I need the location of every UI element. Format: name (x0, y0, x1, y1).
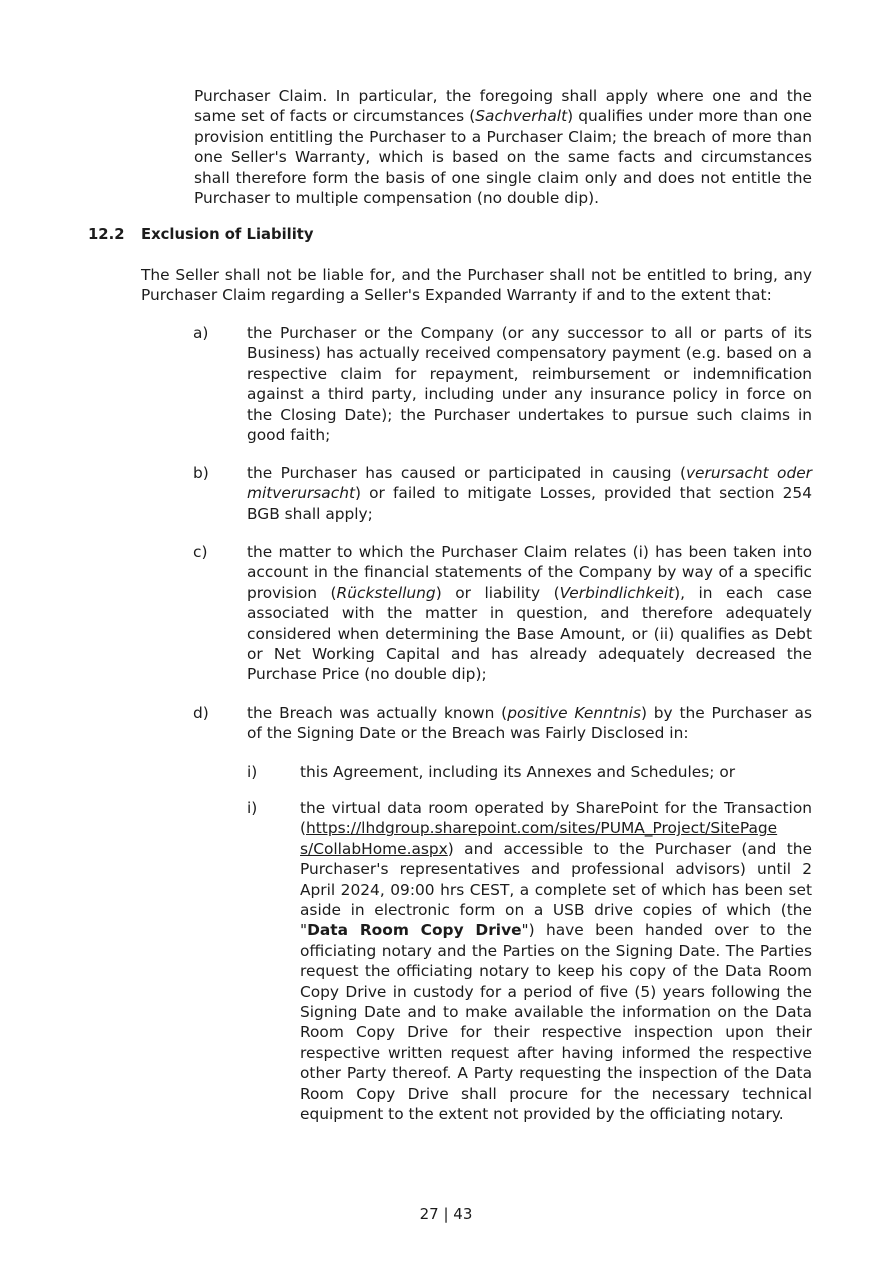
intro-term: Sachverhalt (475, 107, 568, 126)
subitem-2-text-2: ) and accessible to the Purchaser (and the Purchaser's representatives and professional advisors) until 2 April 2024, 09:00 hrs CEST, a complete set of which has been set aside in electronic form on a USB drive copies of which (the " (300, 839, 812, 940)
subitem-1-text: this Agreement, including its Annexes and Schedules; or (300, 763, 736, 781)
section-title: Exclusion of Liability (141, 226, 314, 243)
item-b-term: verursacht oder mitverursacht (247, 464, 813, 503)
item-c-term-1: Rückstellung (336, 583, 436, 602)
data-room-link-part-1: https://lhdgroup.sharepoint.com/sites/PUMA_Project/SitePage (306, 819, 778, 838)
item-c-text-3: ), in each case associated with the matter in question, and therefore adequately considered when determining the Base Amount, or (ii) qualifies as Debt or Net Working Capital and has already adequately decreased the Purchase Price (no double dip); (247, 583, 813, 684)
item-b-label: b) (193, 464, 209, 482)
item-d-text (247, 703, 812, 744)
page-number: 27 | 43 (419, 1205, 473, 1223)
item-d-label: d) (193, 704, 209, 722)
item-d-term: positive Kenntnis (507, 704, 641, 722)
subitem-2-text (300, 798, 812, 1125)
item-b-text (247, 463, 812, 524)
subitem-2-label: i) (247, 799, 258, 817)
section-lead: The Seller shall not be liable for, and the Purchaser shall not be entitled to bring, any Purchaser Claim regarding a Seller's Expanded Warranty if and to the extent that: (141, 266, 812, 305)
subitem-2-text-1: the virtual data room operated by SharePoint for the Transaction ( (300, 799, 812, 838)
subitem-1-label: i) (247, 763, 258, 781)
item-a-text: the Purchaser or the Company (or any successor to all or parts of its Business) has actually received compensatory payment (e.g. based on a respective claim for repayment, reimbursement or indemnification against a third party, including under any insurance policy in force on the Closing Date); the Purchaser undertakes to pursue such claims in good faith; (247, 324, 812, 445)
item-c-text-1: the matter to which the Purchaser Claim relates (i) has been taken into account in the financial statements of the Company by way of a specific provision ( (247, 543, 812, 602)
item-d-text-2: ) by the Purchaser as of the Signing Date or the Breach was Fairly Disclosed in: (247, 704, 812, 743)
intro-paragraph (194, 86, 812, 208)
item-c-text (247, 542, 812, 685)
item-b-text-2: ) or failed to mitigate Losses, provided that section 254 BGB shall apply; (247, 484, 812, 523)
item-c-term-2: Verbindlichkeit (559, 583, 675, 602)
data-room-copy-drive-term: Data Room Copy Drive (307, 921, 522, 940)
section-number: 12.2 (88, 226, 125, 243)
item-c-text-2: ) or liability ( (435, 583, 560, 602)
intro-text-2: ) qualifies under more than one provision entitling the Purchaser to a Purchaser Claim; the breach of more than one Seller's Warranty, which is based on the same facts and circumstances shall therefore form the basis of one single claim only and does not entitle the Purchaser to multiple compensation (no double dip). (194, 107, 812, 208)
data-room-link-part-2: s/CollabHome.aspx (300, 839, 448, 858)
item-d-text-1: the Breach was actually known ( (247, 704, 508, 722)
intro-text-1: Purchaser Claim. In particular, the foregoing shall apply where one and the same set of facts or circumstances ( (194, 87, 812, 126)
item-c-label: c) (193, 543, 208, 561)
item-a-label: a) (193, 324, 209, 342)
item-b-text-1: the Purchaser has caused or participated in causing ( (247, 464, 686, 482)
subitem-2-text-3: ") have been handed over to the officiating notary and the Parties on the Signing Date. The Parties request the officiating notary to keep his copy of the Data Room Copy Drive in custody for a period of five (5) years following the Signing Date and to make available the information on the Data Room Copy Drive for their respective inspection upon their respective written request after having informed the respective other Party thereof. A Party requesting the inspection of the Data Room Copy Drive shall procure for the necessary technical equipment to the extent not provided by the officiating notary. (300, 921, 812, 1124)
